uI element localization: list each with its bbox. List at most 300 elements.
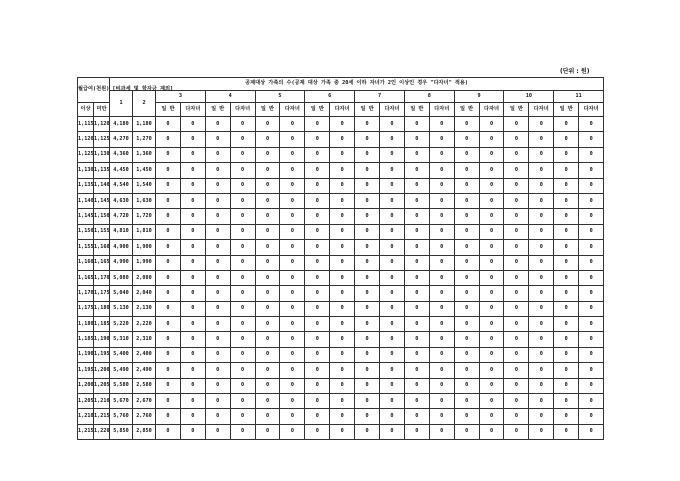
tax-cell-zero: 0	[305, 286, 330, 301]
tax-cell-zero: 0	[454, 147, 479, 162]
tax-cell-zero: 0	[330, 224, 355, 239]
tax-cell-zero: 0	[554, 394, 579, 409]
tax-cell-zero: 0	[529, 224, 554, 239]
tax-cell-zero: 0	[280, 347, 305, 362]
wage-ge-cell: 1,170	[78, 286, 94, 301]
tax-cell-zero: 0	[230, 409, 255, 424]
tax-cell-zero: 0	[479, 240, 504, 255]
tax-cell-zero: 0	[529, 363, 554, 378]
tax-cell-zero: 0	[579, 117, 604, 132]
tax-cell-zero: 0	[454, 255, 479, 270]
tax-cell-zero: 0	[230, 378, 255, 393]
tax-cell-zero: 0	[355, 178, 380, 193]
tax-cell-1: 4,720	[110, 209, 133, 224]
tax-cell-zero: 0	[156, 424, 181, 439]
wage-ge-cell: 1,145	[78, 209, 94, 224]
tax-cell-zero: 0	[205, 178, 230, 193]
tax-cell-zero: 0	[404, 286, 429, 301]
tax-cell-zero: 0	[554, 193, 579, 208]
tax-cell-zero: 0	[579, 163, 604, 178]
wage-ge-cell: 1,120	[78, 132, 94, 147]
tax-cell-1: 4,540	[110, 178, 133, 193]
tax-cell-zero: 0	[380, 363, 405, 378]
tax-cell-zero: 0	[479, 317, 504, 332]
tax-cell-zero: 0	[305, 224, 330, 239]
tax-cell-zero: 0	[180, 270, 205, 285]
tax-cell-zero: 0	[255, 301, 280, 316]
tax-cell-1: 4,810	[110, 224, 133, 239]
tax-cell-zero: 0	[156, 286, 181, 301]
tax-cell-zero: 0	[404, 178, 429, 193]
tax-cell-zero: 0	[529, 409, 554, 424]
tax-cell-zero: 0	[330, 255, 355, 270]
wage-group-header: 월급여(천원) [비과세 및 학자금 제외]	[78, 78, 110, 103]
tax-cell-zero: 0	[380, 332, 405, 347]
tax-cell-zero: 0	[454, 409, 479, 424]
wage-lt-cell: 1,180	[94, 301, 110, 316]
tax-cell-zero: 0	[305, 240, 330, 255]
tax-cell-zero: 0	[579, 147, 604, 162]
tax-cell-zero: 0	[579, 317, 604, 332]
tax-cell-zero: 0	[280, 117, 305, 132]
tax-cell-zero: 0	[554, 363, 579, 378]
tax-cell-zero: 0	[180, 409, 205, 424]
wage-lt-cell: 1,170	[94, 270, 110, 285]
tax-cell-zero: 0	[156, 178, 181, 193]
group-header-3: 3	[156, 91, 206, 103]
tax-cell-zero: 0	[504, 163, 529, 178]
sub-header-general: 일 반	[305, 103, 330, 117]
sub-header-general: 일 반	[355, 103, 380, 117]
tax-cell-zero: 0	[479, 409, 504, 424]
tax-cell-zero: 0	[380, 347, 405, 362]
table-row	[78, 209, 604, 224]
tax-cell-zero: 0	[280, 424, 305, 439]
tax-cell-zero: 0	[554, 378, 579, 393]
tax-cell-zero: 0	[404, 270, 429, 285]
tax-cell-zero: 0	[529, 317, 554, 332]
tax-cell-zero: 0	[504, 178, 529, 193]
tax-cell-zero: 0	[454, 286, 479, 301]
tax-cell-1: 5,490	[110, 363, 133, 378]
tax-cell-zero: 0	[380, 270, 405, 285]
tax-cell-zero: 0	[156, 117, 181, 132]
group-header-10: 10	[504, 91, 554, 103]
tax-cell-zero: 0	[504, 332, 529, 347]
tax-cell-zero: 0	[156, 209, 181, 224]
ge-header: 이상	[78, 103, 94, 117]
tax-cell-2: 2,400	[133, 347, 156, 362]
tax-cell-zero: 0	[404, 409, 429, 424]
sub-header-general: 일 반	[454, 103, 479, 117]
tax-cell-zero: 0	[180, 117, 205, 132]
tax-cell-zero: 0	[504, 209, 529, 224]
tax-cell-zero: 0	[156, 163, 181, 178]
tax-cell-zero: 0	[454, 270, 479, 285]
tax-cell-zero: 0	[230, 193, 255, 208]
sub-header-multi-child: 다자녀	[479, 103, 504, 117]
tax-cell-1: 5,400	[110, 347, 133, 362]
tax-cell-zero: 0	[205, 409, 230, 424]
tax-cell-zero: 0	[355, 163, 380, 178]
table-row	[78, 163, 604, 178]
tax-cell-zero: 0	[305, 117, 330, 132]
tax-cell-zero: 0	[404, 193, 429, 208]
withholding-tax-table	[77, 77, 604, 440]
tax-cell-2: 1,180	[133, 117, 156, 132]
tax-cell-zero: 0	[529, 240, 554, 255]
tax-cell-zero: 0	[479, 209, 504, 224]
tax-cell-zero: 0	[429, 317, 454, 332]
wage-ge-cell: 1,135	[78, 178, 94, 193]
tax-cell-2: 1,450	[133, 163, 156, 178]
tax-cell-zero: 0	[156, 224, 181, 239]
tax-cell-zero: 0	[305, 378, 330, 393]
tax-cell-zero: 0	[454, 193, 479, 208]
sub-header-general: 일 반	[156, 103, 181, 117]
tax-cell-zero: 0	[205, 378, 230, 393]
tax-cell-1: 5,040	[110, 286, 133, 301]
tax-cell-zero: 0	[330, 193, 355, 208]
wage-ge-cell: 1,155	[78, 240, 94, 255]
tax-cell-zero: 0	[380, 209, 405, 224]
table-row	[78, 424, 604, 439]
table-row	[78, 286, 604, 301]
tax-cell-zero: 0	[305, 132, 330, 147]
wage-lt-cell: 1,215	[94, 409, 110, 424]
tax-cell-zero: 0	[255, 209, 280, 224]
tax-cell-zero: 0	[305, 209, 330, 224]
tax-cell-zero: 0	[454, 163, 479, 178]
tax-cell-zero: 0	[454, 363, 479, 378]
tax-cell-zero: 0	[355, 347, 380, 362]
tax-cell-zero: 0	[380, 163, 405, 178]
tax-cell-zero: 0	[330, 424, 355, 439]
tax-cell-zero: 0	[554, 178, 579, 193]
tax-cell-1: 5,670	[110, 394, 133, 409]
tax-cell-zero: 0	[205, 240, 230, 255]
tax-cell-zero: 0	[255, 363, 280, 378]
tax-cell-zero: 0	[429, 132, 454, 147]
tax-cell-zero: 0	[305, 193, 330, 208]
tax-cell-zero: 0	[230, 178, 255, 193]
tax-cell-zero: 0	[529, 193, 554, 208]
tax-cell-2: 2,130	[133, 301, 156, 316]
tax-cell-zero: 0	[479, 255, 504, 270]
tax-cell-zero: 0	[355, 332, 380, 347]
tax-cell-2: 2,220	[133, 317, 156, 332]
tax-cell-zero: 0	[504, 240, 529, 255]
tax-cell-zero: 0	[404, 317, 429, 332]
table-row	[78, 301, 604, 316]
tax-cell-zero: 0	[305, 317, 330, 332]
tax-cell-zero: 0	[205, 317, 230, 332]
tax-cell-zero: 0	[305, 363, 330, 378]
tax-cell-zero: 0	[355, 132, 380, 147]
tax-cell-zero: 0	[504, 394, 529, 409]
wage-lt-cell: 1,185	[94, 317, 110, 332]
tax-cell-zero: 0	[404, 117, 429, 132]
tax-cell-zero: 0	[280, 286, 305, 301]
tax-cell-zero: 0	[180, 132, 205, 147]
tax-cell-zero: 0	[504, 270, 529, 285]
tax-cell-zero: 0	[479, 378, 504, 393]
tax-cell-zero: 0	[380, 240, 405, 255]
tax-cell-1: 5,080	[110, 270, 133, 285]
tax-cell-zero: 0	[180, 209, 205, 224]
wage-ge-cell: 1,175	[78, 301, 94, 316]
tax-cell-2: 2,080	[133, 270, 156, 285]
tax-cell-zero: 0	[230, 224, 255, 239]
tax-cell-zero: 0	[380, 193, 405, 208]
tax-cell-zero: 0	[355, 378, 380, 393]
tax-cell-zero: 0	[255, 378, 280, 393]
tax-cell-zero: 0	[529, 178, 554, 193]
tax-cell-zero: 0	[230, 255, 255, 270]
wage-ge-cell: 1,205	[78, 394, 94, 409]
tax-cell-zero: 0	[180, 163, 205, 178]
sub-header-general: 일 반	[205, 103, 230, 117]
family-count-header: 공제대상 가족의 수(공제 대상 가족 중 20세 이하 자녀가 2인 이상인 경우 "다자녀" 적용)	[110, 78, 604, 91]
tax-cell-zero: 0	[305, 255, 330, 270]
tax-cell-zero: 0	[230, 117, 255, 132]
wage-ge-cell: 1,115	[78, 117, 94, 132]
tax-cell-1: 5,580	[110, 378, 133, 393]
table-row	[78, 224, 604, 239]
wage-lt-cell: 1,205	[94, 378, 110, 393]
tax-cell-zero: 0	[280, 224, 305, 239]
tax-cell-zero: 0	[255, 317, 280, 332]
tax-cell-zero: 0	[255, 347, 280, 362]
sub-header-multi-child: 다자녀	[180, 103, 205, 117]
tax-cell-2: 2,850	[133, 424, 156, 439]
tax-cell-zero: 0	[280, 132, 305, 147]
tax-cell-zero: 0	[230, 317, 255, 332]
tax-cell-zero: 0	[156, 378, 181, 393]
tax-cell-2: 1,540	[133, 178, 156, 193]
tax-cell-zero: 0	[255, 240, 280, 255]
tax-cell-zero: 0	[554, 424, 579, 439]
tax-cell-zero: 0	[404, 255, 429, 270]
tax-cell-zero: 0	[156, 317, 181, 332]
tax-cell-zero: 0	[280, 163, 305, 178]
tax-cell-zero: 0	[280, 193, 305, 208]
tax-cell-2: 2,760	[133, 409, 156, 424]
tax-cell-zero: 0	[380, 301, 405, 316]
tax-cell-zero: 0	[255, 394, 280, 409]
wage-ge-cell: 1,215	[78, 424, 94, 439]
tax-cell-zero: 0	[305, 409, 330, 424]
wage-ge-cell: 1,140	[78, 193, 94, 208]
group-header-7: 7	[355, 91, 405, 103]
tax-cell-zero: 0	[554, 240, 579, 255]
tax-cell-zero: 0	[305, 270, 330, 285]
wage-ge-cell: 1,160	[78, 255, 94, 270]
tax-cell-zero: 0	[429, 193, 454, 208]
tax-cell-zero: 0	[454, 132, 479, 147]
tax-cell-zero: 0	[205, 332, 230, 347]
sub-header-multi-child: 다자녀	[529, 103, 554, 117]
tax-cell-zero: 0	[429, 363, 454, 378]
tax-cell-zero: 0	[156, 301, 181, 316]
tax-cell-zero: 0	[479, 301, 504, 316]
tax-cell-zero: 0	[355, 240, 380, 255]
tax-cell-2: 2,310	[133, 332, 156, 347]
tax-cell-1: 5,220	[110, 317, 133, 332]
tax-cell-zero: 0	[554, 224, 579, 239]
tax-cell-zero: 0	[280, 363, 305, 378]
sub-header-general: 일 반	[554, 103, 579, 117]
tax-cell-2: 1,810	[133, 224, 156, 239]
wage-lt-cell: 1,175	[94, 286, 110, 301]
tax-cell-zero: 0	[355, 286, 380, 301]
wage-lt-cell: 1,210	[94, 394, 110, 409]
group-header-4: 4	[205, 91, 255, 103]
tax-cell-zero: 0	[355, 224, 380, 239]
tax-cell-zero: 0	[529, 147, 554, 162]
wage-lt-cell: 1,140	[94, 178, 110, 193]
tax-cell-zero: 0	[355, 363, 380, 378]
tax-cell-zero: 0	[479, 363, 504, 378]
wage-lt-cell: 1,125	[94, 132, 110, 147]
tax-cell-zero: 0	[529, 270, 554, 285]
tax-cell-zero: 0	[504, 317, 529, 332]
tax-cell-zero: 0	[479, 424, 504, 439]
wage-lt-cell: 1,130	[94, 147, 110, 162]
tax-cell-zero: 0	[579, 378, 604, 393]
tax-cell-zero: 0	[305, 301, 330, 316]
tax-cell-zero: 0	[380, 394, 405, 409]
tax-cell-zero: 0	[205, 193, 230, 208]
tax-cell-zero: 0	[180, 424, 205, 439]
wage-ge-cell: 1,165	[78, 270, 94, 285]
tax-cell-zero: 0	[255, 178, 280, 193]
tax-cell-zero: 0	[330, 163, 355, 178]
tax-cell-zero: 0	[429, 332, 454, 347]
tax-cell-zero: 0	[429, 240, 454, 255]
tax-cell-2: 2,670	[133, 394, 156, 409]
tax-cell-zero: 0	[330, 378, 355, 393]
tax-cell-zero: 0	[529, 209, 554, 224]
tax-cell-zero: 0	[355, 424, 380, 439]
tax-cell-zero: 0	[330, 178, 355, 193]
tax-cell-zero: 0	[230, 424, 255, 439]
tax-cell-zero: 0	[305, 332, 330, 347]
tax-cell-zero: 0	[330, 317, 355, 332]
tax-cell-zero: 0	[156, 332, 181, 347]
tax-cell-zero: 0	[429, 424, 454, 439]
tax-cell-zero: 0	[180, 347, 205, 362]
tax-cell-zero: 0	[230, 301, 255, 316]
sub-header-multi-child: 다자녀	[230, 103, 255, 117]
tax-cell-zero: 0	[554, 255, 579, 270]
tax-cell-zero: 0	[554, 286, 579, 301]
group-header-9: 9	[454, 91, 504, 103]
tax-cell-zero: 0	[579, 255, 604, 270]
tax-cell-zero: 0	[205, 163, 230, 178]
group-header-11: 11	[554, 91, 604, 103]
tax-cell-zero: 0	[230, 332, 255, 347]
tax-cell-zero: 0	[404, 332, 429, 347]
tax-cell-zero: 0	[380, 147, 405, 162]
tax-cell-zero: 0	[205, 132, 230, 147]
tax-cell-zero: 0	[205, 224, 230, 239]
tax-cell-zero: 0	[180, 332, 205, 347]
tax-cell-1: 4,630	[110, 193, 133, 208]
table-row	[78, 332, 604, 347]
tax-cell-zero: 0	[479, 347, 504, 362]
tax-cell-zero: 0	[554, 332, 579, 347]
tax-cell-zero: 0	[429, 147, 454, 162]
wage-lt-cell: 1,120	[94, 117, 110, 132]
tax-cell-zero: 0	[280, 270, 305, 285]
tax-cell-zero: 0	[454, 117, 479, 132]
tax-cell-zero: 0	[230, 347, 255, 362]
tax-cell-zero: 0	[205, 424, 230, 439]
tax-cell-zero: 0	[330, 332, 355, 347]
tax-cell-zero: 0	[330, 270, 355, 285]
tax-cell-zero: 0	[230, 240, 255, 255]
tax-cell-zero: 0	[404, 147, 429, 162]
wage-lt-cell: 1,195	[94, 347, 110, 362]
sub-header-multi-child: 다자녀	[330, 103, 355, 117]
tax-cell-zero: 0	[504, 378, 529, 393]
tax-cell-2: 2,580	[133, 378, 156, 393]
tax-cell-zero: 0	[579, 209, 604, 224]
table-row	[78, 117, 604, 132]
tax-cell-1: 4,270	[110, 132, 133, 147]
tax-cell-zero: 0	[429, 178, 454, 193]
tax-cell-zero: 0	[479, 332, 504, 347]
tax-cell-1: 4,900	[110, 240, 133, 255]
tax-cell-zero: 0	[404, 163, 429, 178]
tax-cell-zero: 0	[355, 409, 380, 424]
tax-cell-zero: 0	[454, 347, 479, 362]
col-header-1: 1	[110, 91, 133, 117]
table-row	[78, 363, 604, 378]
tax-cell-zero: 0	[529, 424, 554, 439]
tax-cell-zero: 0	[479, 394, 504, 409]
tax-cell-zero: 0	[280, 240, 305, 255]
tax-cell-zero: 0	[579, 270, 604, 285]
table-row	[78, 270, 604, 285]
tax-cell-zero: 0	[529, 332, 554, 347]
tax-cell-zero: 0	[230, 270, 255, 285]
tax-cell-1: 5,760	[110, 409, 133, 424]
tax-cell-zero: 0	[180, 301, 205, 316]
tax-cell-zero: 0	[355, 117, 380, 132]
sub-header-general: 일 반	[404, 103, 429, 117]
tax-cell-zero: 0	[529, 394, 554, 409]
tax-cell-1: 5,310	[110, 332, 133, 347]
wage-lt-cell: 1,145	[94, 193, 110, 208]
wage-ge-cell: 1,190	[78, 347, 94, 362]
tax-cell-zero: 0	[429, 347, 454, 362]
tax-cell-1: 4,360	[110, 147, 133, 162]
tax-cell-zero: 0	[230, 286, 255, 301]
tax-cell-zero: 0	[579, 240, 604, 255]
tax-cell-zero: 0	[479, 224, 504, 239]
tax-cell-zero: 0	[454, 224, 479, 239]
tax-cell-zero: 0	[380, 224, 405, 239]
tax-cell-zero: 0	[479, 117, 504, 132]
tax-cell-zero: 0	[205, 347, 230, 362]
wage-lt-cell: 1,190	[94, 332, 110, 347]
sub-header-multi-child: 다자녀	[579, 103, 604, 117]
tax-cell-zero: 0	[579, 409, 604, 424]
wage-lt-cell: 1,150	[94, 209, 110, 224]
tax-cell-zero: 0	[380, 178, 405, 193]
